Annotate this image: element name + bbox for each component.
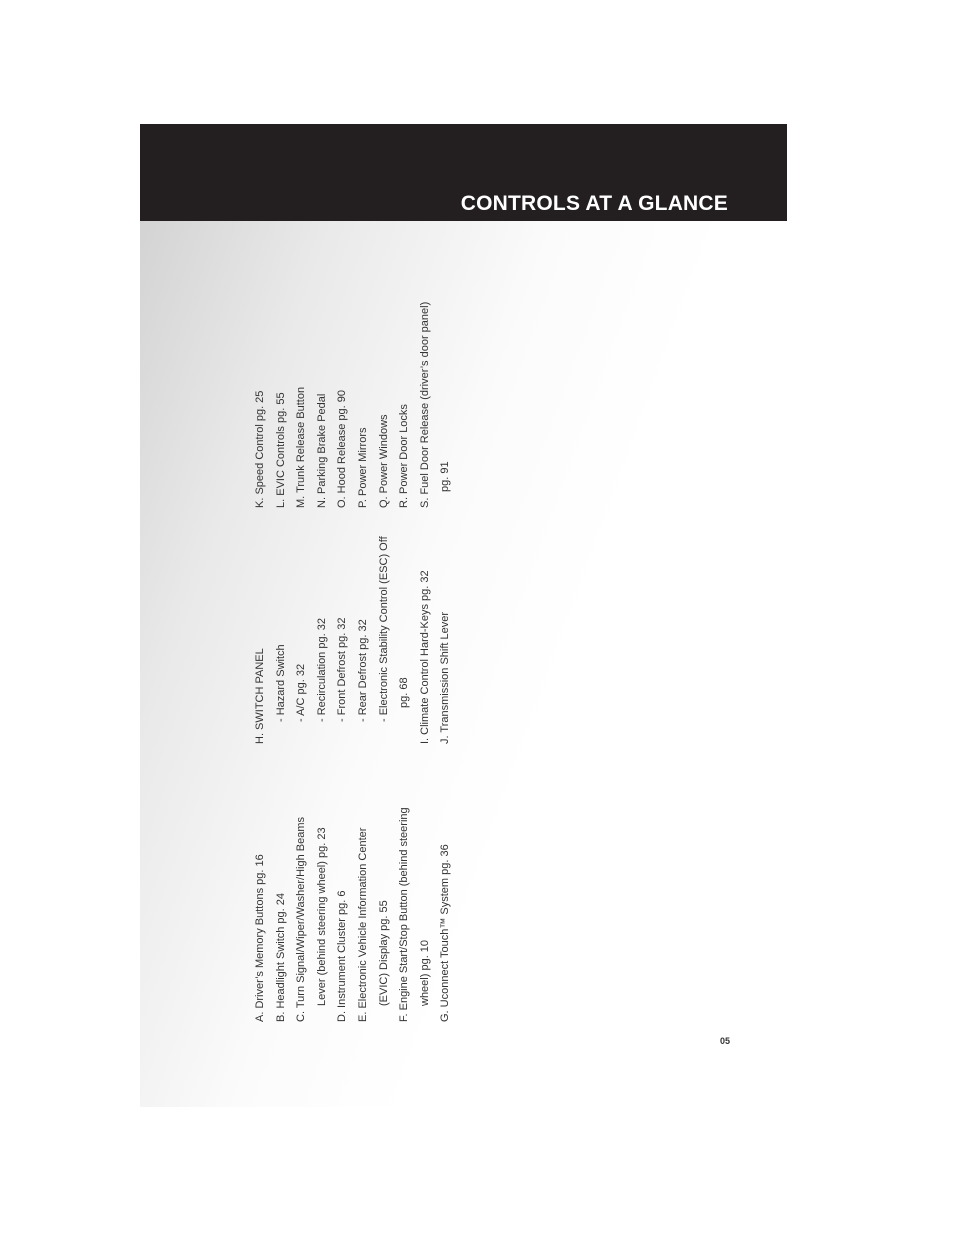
list-item: P. Power Mirrors [356,427,369,508]
list-item: A. Driver’s Memory Buttons pg. 16 [254,854,266,1022]
list-item: Q. Power Windows [377,414,390,508]
list-item-continuation: Lever (behind steering wheel) pg. 23 [315,827,328,1006]
list-item: J. Transmission Shift Lever [439,611,452,744]
list-subitem: - Rear Defrost pg. 32 [356,619,369,722]
list-item: G. Uconnect Touch™ System pg. 36 [439,844,452,1022]
list-item: N. Parking Brake Pedal [315,393,328,508]
controls-list-column-1 [250,782,456,1022]
list-subitem-continuation: pg. 68 [398,677,411,708]
list-subitem: - Electronic Stability Control (ESC) Off [377,536,390,722]
page-number: 05 [719,1036,730,1046]
list-item-continuation: wheel) pg. 10 [418,939,431,1006]
page-title: CONTROLS AT A GLANCE [460,192,728,215]
list-item: R. Power Door Locks [398,404,411,508]
list-item-continuation: pg. 91 [439,461,452,492]
controls-list-column-3 [250,268,456,508]
page-header [140,124,787,221]
list-item: E. Electronic Vehicle Information Center [356,827,369,1022]
list-item: L. EVIC Controls pg. 55 [274,392,287,508]
list-item: K. Speed Control pg. 25 [254,390,266,508]
list-item: S. Fuel Door Release (driver’s door panel) [418,301,431,508]
list-subitem: - Recirculation pg. 32 [315,618,328,722]
list-subitem: - A/C pg. 32 [295,663,308,722]
list-subitem: - Hazard Switch [274,644,287,722]
list-item: M. Trunk Release Button [295,386,308,508]
list-item: H. SWITCH PANEL [254,648,266,744]
list-item: I. Climate Control Hard-Keys pg. 32 [418,570,431,744]
list-item-continuation: (EVIC) Display pg. 55 [377,900,390,1006]
manual-page [140,124,787,1107]
list-item: O. Hood Release pg. 90 [336,389,349,508]
list-item: B. Headlight Switch pg. 24 [274,892,287,1022]
list-item: F. Engine Start/Stop Button (behind steering [398,807,411,1022]
list-item: D. Instrument Cluster pg. 6 [336,890,349,1022]
controls-list-column-2 [250,504,456,744]
list-item: C. Turn Signal/Wiper/Washer/High Beams [295,817,308,1022]
list-subitem: - Front Defrost pg. 32 [336,617,349,722]
